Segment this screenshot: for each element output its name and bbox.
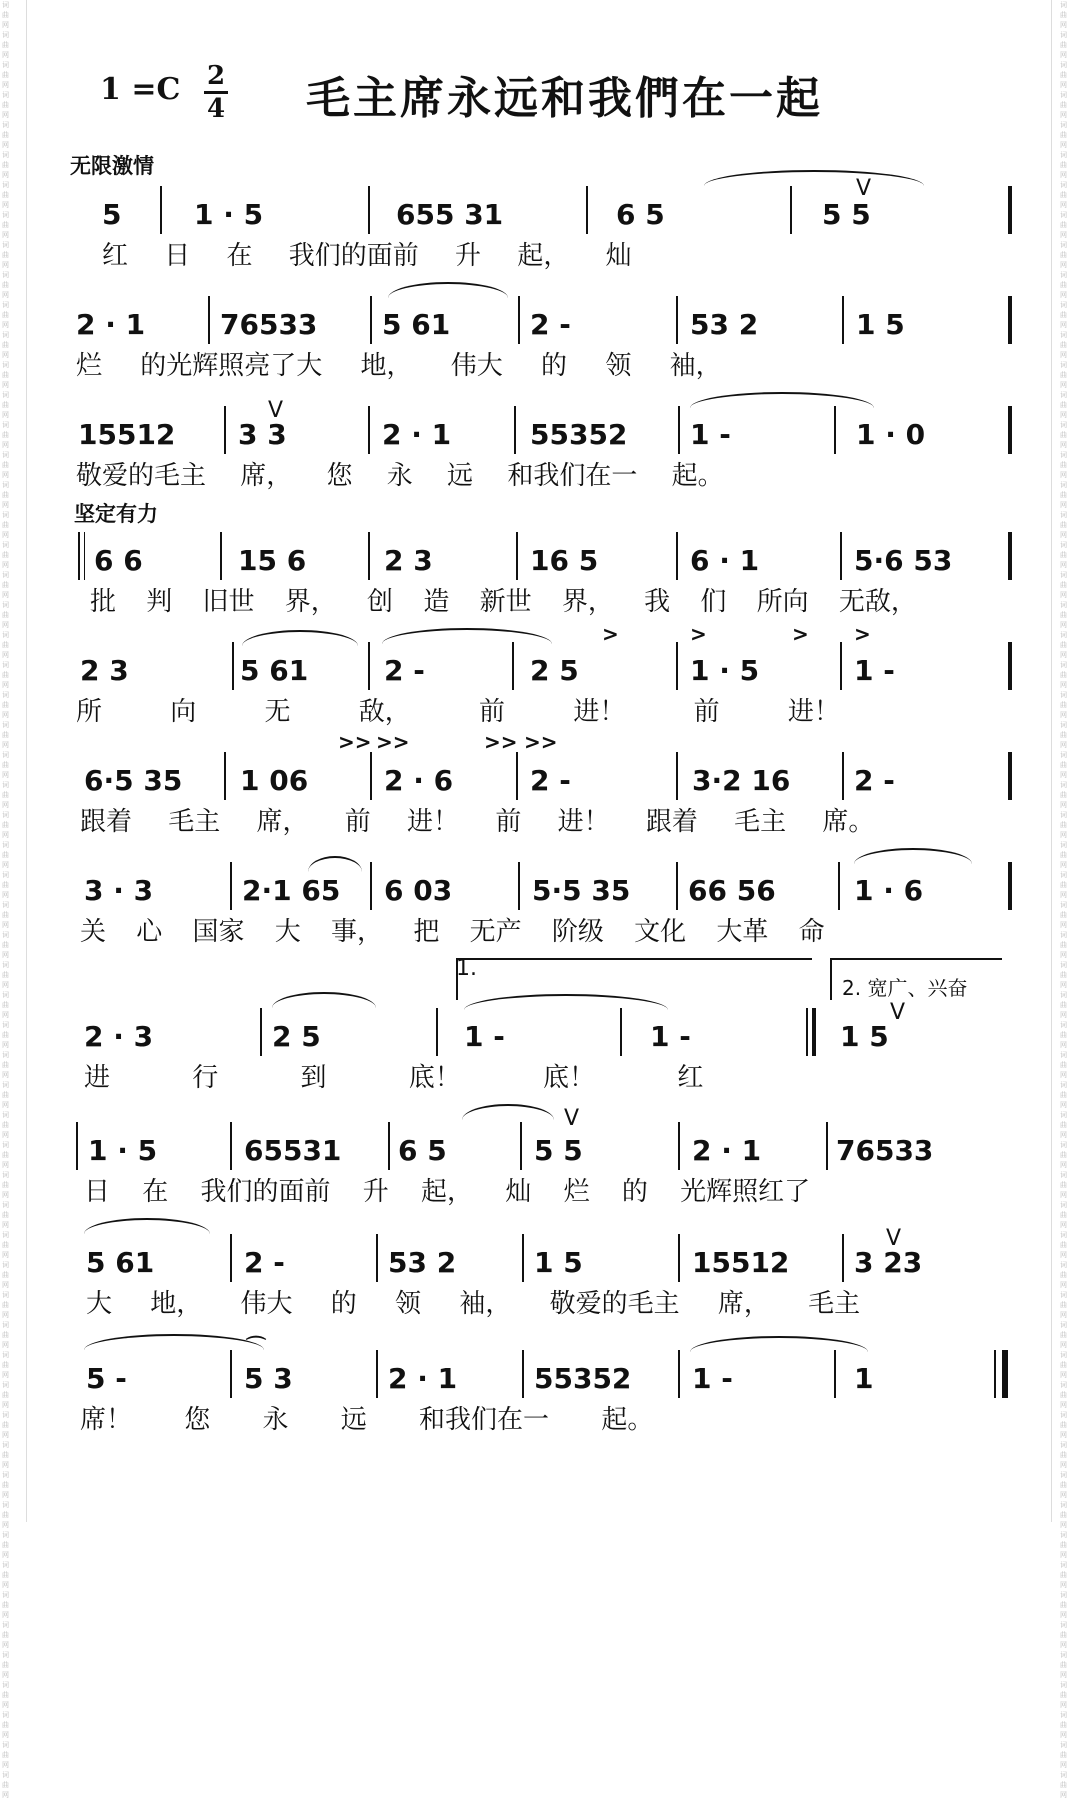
first-ending-label: 1. bbox=[456, 956, 477, 981]
barline bbox=[370, 862, 372, 910]
notes-line-7 bbox=[72, 854, 1012, 916]
measure-10-4: 1 5 bbox=[534, 1246, 583, 1279]
notes-line-4 bbox=[72, 524, 1012, 586]
barline bbox=[516, 532, 518, 580]
barline bbox=[388, 1122, 390, 1170]
barline bbox=[676, 752, 678, 800]
barline bbox=[678, 1122, 680, 1170]
slur bbox=[84, 1334, 264, 1350]
slur bbox=[84, 1218, 210, 1234]
lyric-text: 所 向 无 敌， 前 进！ 前 进！ bbox=[76, 697, 840, 727]
measure-8-2: 2 5 bbox=[272, 1020, 321, 1053]
measure-1-5: 5 5 bbox=[822, 198, 871, 231]
lyrics-line-6 bbox=[72, 806, 1012, 846]
tie bbox=[382, 628, 552, 644]
barline bbox=[840, 532, 842, 580]
barline bbox=[224, 752, 226, 800]
measure-7-3: 6 03 bbox=[384, 874, 453, 907]
lyrics-line-4 bbox=[72, 586, 1012, 626]
tie bbox=[690, 1336, 868, 1352]
barline bbox=[160, 186, 162, 234]
notes-line-5 bbox=[72, 622, 1012, 696]
breath-mark: V bbox=[268, 398, 284, 423]
lyric-text: 进 行 到 底！ 底！ 红 bbox=[84, 1063, 704, 1093]
accent-mark: >> bbox=[338, 730, 372, 754]
measure-3-5: 1 - bbox=[690, 418, 731, 451]
lyric-text: 烂 的光辉照亮了大 地， 伟大 的 领 袖， bbox=[76, 351, 722, 381]
barline bbox=[676, 532, 678, 580]
measure-7-2: 2·1 65 bbox=[242, 874, 341, 907]
accent-mark: >> bbox=[376, 730, 410, 754]
song-title: 毛主席永远和我們在一起 bbox=[306, 73, 823, 124]
measure-7-5: 66 56 bbox=[688, 874, 776, 907]
measure-10-5: 15512 bbox=[692, 1246, 790, 1279]
notes-line-1 bbox=[72, 178, 1012, 240]
measure-2-6: 1 5 bbox=[856, 308, 905, 341]
barline bbox=[676, 642, 678, 690]
barline bbox=[1008, 406, 1012, 454]
measure-6-1: 6·5 35 bbox=[84, 764, 183, 797]
barline bbox=[368, 642, 370, 690]
barline bbox=[840, 642, 842, 690]
barline bbox=[842, 752, 844, 800]
barline bbox=[76, 1122, 78, 1170]
barline bbox=[376, 1234, 378, 1282]
barline bbox=[260, 1008, 262, 1056]
measure-8-5: 1 5 bbox=[840, 1020, 889, 1053]
lyric-text: 跟着 毛主 席， 前 进！ 前 进！ 跟着 毛主 席。 bbox=[80, 807, 875, 837]
measure-11-3: 2 · 1 bbox=[388, 1362, 458, 1395]
barline bbox=[376, 1350, 378, 1398]
notes-line-10 bbox=[72, 1226, 1012, 1288]
barline bbox=[838, 862, 840, 910]
barline bbox=[586, 186, 588, 234]
notes-line-6 bbox=[72, 730, 1012, 806]
measure-2-2: 76533 bbox=[220, 308, 318, 341]
breath-mark: V bbox=[856, 176, 872, 201]
second-ending-label: 2. 宽广、兴奋 bbox=[842, 976, 968, 1000]
lyric-text: 敬爱的毛主 席， 您 永 远 和我们在一 起。 bbox=[76, 461, 724, 491]
measure-9-2: 65531 bbox=[244, 1134, 342, 1167]
accent-mark: >> bbox=[484, 730, 518, 754]
measure-2-1: 2 · 1 bbox=[76, 308, 146, 341]
barline bbox=[1008, 752, 1012, 800]
measure-2-5: 53 2 bbox=[690, 308, 759, 341]
measure-3-1: 15512 bbox=[78, 418, 176, 451]
measure-4-2: 15 6 bbox=[238, 544, 307, 577]
measure-3-3: 2 · 1 bbox=[382, 418, 452, 451]
breath-mark: V bbox=[886, 1226, 902, 1251]
barline bbox=[790, 186, 792, 234]
accent-mark: > bbox=[854, 622, 871, 646]
barline bbox=[1008, 186, 1012, 234]
barline bbox=[826, 1122, 828, 1170]
repeat-end-barline bbox=[806, 1008, 808, 1056]
barline bbox=[522, 1234, 524, 1282]
barline bbox=[516, 752, 518, 800]
measure-5-1: 2 3 bbox=[80, 654, 129, 687]
measure-5-2: 5 61 bbox=[240, 654, 309, 687]
measure-10-2: 2 - bbox=[244, 1246, 285, 1279]
meter-top: 2 bbox=[206, 61, 226, 91]
tempo-mark-1: 无限激情 bbox=[70, 154, 154, 178]
slur bbox=[854, 848, 972, 864]
fermata-icon: ⌒ bbox=[246, 1334, 266, 1358]
barline bbox=[370, 752, 372, 800]
measure-5-4: 2 5 bbox=[530, 654, 579, 687]
barline bbox=[678, 1350, 680, 1398]
lyric-text: 大 地， 伟大 的 领 袖， 敬爱的毛主 席， 毛主 bbox=[86, 1289, 861, 1319]
barline bbox=[370, 296, 372, 344]
measure-4-4: 16 5 bbox=[530, 544, 599, 577]
page-edge-left bbox=[26, 0, 27, 1522]
measure-11-6: 1 bbox=[854, 1362, 874, 1395]
barline bbox=[368, 186, 370, 234]
barline bbox=[842, 296, 844, 344]
barline bbox=[518, 296, 520, 344]
barline bbox=[834, 406, 836, 454]
measure-6-2: 1 06 bbox=[240, 764, 309, 797]
measure-11-4: 55352 bbox=[534, 1362, 632, 1395]
lyric-text: 日 在 我们的面前 升 起， 灿 烂 的 光辉照红了 bbox=[84, 1177, 811, 1207]
measure-1-4: 6 5 bbox=[616, 198, 665, 231]
meter-bottom: 4 bbox=[206, 94, 226, 124]
measure-4-6: 5·6 53 bbox=[854, 544, 953, 577]
slur bbox=[704, 170, 924, 186]
barline bbox=[230, 1234, 232, 1282]
barline bbox=[368, 406, 370, 454]
barline bbox=[232, 642, 234, 690]
measure-5-6: 1 - bbox=[854, 654, 895, 687]
measure-8-1: 2 · 3 bbox=[84, 1020, 154, 1053]
barline bbox=[842, 1234, 844, 1282]
barline bbox=[208, 296, 210, 344]
watermark-left: 词曲网 词曲网 词曲网 词曲网 词曲网 词曲网 词曲网 词曲网 词曲网 词曲网 词曲网 词曲网 词曲网 词曲网 词曲网 词曲网 词曲网 词曲网 词曲网 词曲网 词曲网 词曲网 词曲网 词曲网 词曲网 词曲网 词曲网 词曲网 词曲网 词曲网 词曲网 词曲网 词曲网 词曲网 词曲网 词曲网 词曲网 词曲网 词曲网 词曲网 词曲网 词曲网 词曲网 词曲网 词曲网 词曲网 词曲网 词曲网 词曲网 词曲网 词曲网 词曲网 词曲网 词曲网 词曲网 词曲网 词曲网 词曲网 词曲网 词曲网 bbox=[2, 1, 9, 1799]
measure-11-5: 1 - bbox=[692, 1362, 733, 1395]
final-barline bbox=[994, 1350, 996, 1398]
lyrics-line-9 bbox=[72, 1176, 1012, 1216]
barline bbox=[220, 532, 222, 580]
measure-5-3: 2 - bbox=[384, 654, 425, 687]
lyric-text: 红 日 在 我们的面前 升 起， 灿 bbox=[102, 241, 632, 271]
barline bbox=[514, 406, 516, 454]
barline bbox=[230, 862, 232, 910]
measure-9-1: 1 · 5 bbox=[88, 1134, 158, 1167]
slur bbox=[308, 856, 362, 872]
barline bbox=[230, 1122, 232, 1170]
breath-mark: V bbox=[890, 1000, 906, 1025]
measure-6-5: 3·2 16 bbox=[692, 764, 791, 797]
measure-9-3: 6 5 bbox=[398, 1134, 447, 1167]
barline bbox=[1008, 862, 1012, 910]
barline bbox=[520, 1122, 522, 1170]
measure-4-1: 6 6 bbox=[94, 544, 143, 577]
measure-2-3: 5 61 bbox=[382, 308, 451, 341]
barline bbox=[620, 1008, 622, 1056]
slur bbox=[272, 992, 376, 1008]
repeat-end-barline bbox=[812, 1008, 816, 1056]
measure-4-5: 6 · 1 bbox=[690, 544, 760, 577]
notes-line-11 bbox=[72, 1334, 1012, 1404]
notes-line-9 bbox=[72, 1106, 1012, 1176]
measure-7-4: 5·5 35 bbox=[532, 874, 631, 907]
measure-1-2: 1 · 5 bbox=[194, 198, 264, 231]
barline bbox=[230, 1350, 232, 1398]
measure-4-3: 2 3 bbox=[384, 544, 433, 577]
breath-mark: V bbox=[564, 1106, 580, 1131]
barline bbox=[834, 1350, 836, 1398]
page-edge-right bbox=[1051, 0, 1052, 1522]
measure-8-3: 1 - bbox=[464, 1020, 505, 1053]
barline bbox=[678, 1234, 680, 1282]
final-barline bbox=[1002, 1350, 1008, 1398]
barline bbox=[522, 1350, 524, 1398]
measure-9-6: 76533 bbox=[836, 1134, 934, 1167]
notes-line-2 bbox=[72, 288, 1012, 350]
barline bbox=[1008, 532, 1012, 580]
repeat-start-barline bbox=[84, 532, 85, 580]
measure-6-4: 2 - bbox=[530, 764, 571, 797]
measure-7-6: 1 · 6 bbox=[854, 874, 924, 907]
accent-mark: >> bbox=[524, 730, 558, 754]
slur bbox=[242, 630, 358, 646]
accent-mark: > bbox=[792, 622, 809, 646]
barline bbox=[676, 296, 678, 344]
key-signature: 1 =C bbox=[100, 72, 181, 107]
barline bbox=[678, 406, 680, 454]
measure-10-3: 53 2 bbox=[388, 1246, 457, 1279]
measure-5-5: 1 · 5 bbox=[690, 654, 760, 687]
notes-line-8 bbox=[72, 1000, 1012, 1062]
tempo-mark-2: 坚定有力 bbox=[74, 502, 158, 526]
measure-7-1: 3 · 3 bbox=[84, 874, 154, 907]
measure-10-6: 3 23 bbox=[854, 1246, 923, 1279]
barline bbox=[368, 532, 370, 580]
barline bbox=[518, 862, 520, 910]
measure-3-6: 1 · 0 bbox=[856, 418, 926, 451]
measure-10-1: 5 61 bbox=[86, 1246, 155, 1279]
barline bbox=[436, 1008, 438, 1056]
lyrics-line-1 bbox=[72, 240, 1012, 280]
slur bbox=[388, 282, 508, 298]
barline bbox=[512, 642, 514, 690]
tie bbox=[690, 392, 874, 408]
measure-3-2: 3 3 bbox=[238, 418, 287, 451]
lyric-text: 席！ 您 永 远 和我们在一 起。 bbox=[80, 1405, 654, 1435]
measure-6-3: 2 · 6 bbox=[384, 764, 454, 797]
lyric-text: 关 心 国家 大 事， 把 无产 阶级 文化 大革 命 bbox=[80, 917, 825, 947]
barline bbox=[1008, 296, 1012, 344]
accent-mark: > bbox=[690, 622, 707, 646]
first-ending-bracket bbox=[456, 958, 812, 1000]
watermark-right: 词曲网 词曲网 词曲网 词曲网 词曲网 词曲网 词曲网 词曲网 词曲网 词曲网 词曲网 词曲网 词曲网 词曲网 词曲网 词曲网 词曲网 词曲网 词曲网 词曲网 词曲网 词曲网 词曲网 词曲网 词曲网 词曲网 词曲网 词曲网 词曲网 词曲网 词曲网 词曲网 词曲网 词曲网 词曲网 词曲网 词曲网 词曲网 词曲网 词曲网 词曲网 词曲网 词曲网 词曲网 词曲网 词曲网 词曲网 词曲网 词曲网 词曲网 词曲网 词曲网 词曲网 词曲网 词曲网 词曲网 词曲网 词曲网 词曲网 词曲网 bbox=[1060, 1, 1067, 1799]
lyrics-line-8 bbox=[72, 1062, 1012, 1102]
time-signature bbox=[204, 62, 228, 123]
measure-2-4: 2 - bbox=[530, 308, 571, 341]
measure-9-4: 5 5 bbox=[534, 1134, 583, 1167]
lyrics-line-7 bbox=[72, 916, 1012, 956]
measure-1-3: 655 31 bbox=[396, 198, 504, 231]
measure-3-4: 55352 bbox=[530, 418, 628, 451]
lyrics-line-11 bbox=[72, 1404, 1012, 1444]
lyric-text: 批 判 旧世 界， 创 造 新世 界， 我 们 所向 无敌， bbox=[90, 587, 917, 617]
measure-11-1: 5 - bbox=[86, 1362, 127, 1395]
measure-1-1: 5 bbox=[102, 198, 122, 231]
lyrics-line-10 bbox=[72, 1288, 1012, 1328]
measure-9-5: 2 · 1 bbox=[692, 1134, 762, 1167]
lyrics-line-3 bbox=[72, 460, 1012, 500]
slur bbox=[462, 1104, 554, 1120]
repeat-start-barline bbox=[78, 532, 80, 580]
measure-11-2: 5 3 bbox=[244, 1362, 293, 1395]
accent-mark: > bbox=[602, 622, 619, 646]
lyrics-line-2 bbox=[72, 350, 1012, 390]
barline bbox=[224, 406, 226, 454]
measure-8-4: 1 - bbox=[650, 1020, 691, 1053]
notes-line-3 bbox=[72, 398, 1012, 460]
barline bbox=[676, 862, 678, 910]
barline bbox=[1008, 642, 1012, 690]
measure-6-6: 2 - bbox=[854, 764, 895, 797]
